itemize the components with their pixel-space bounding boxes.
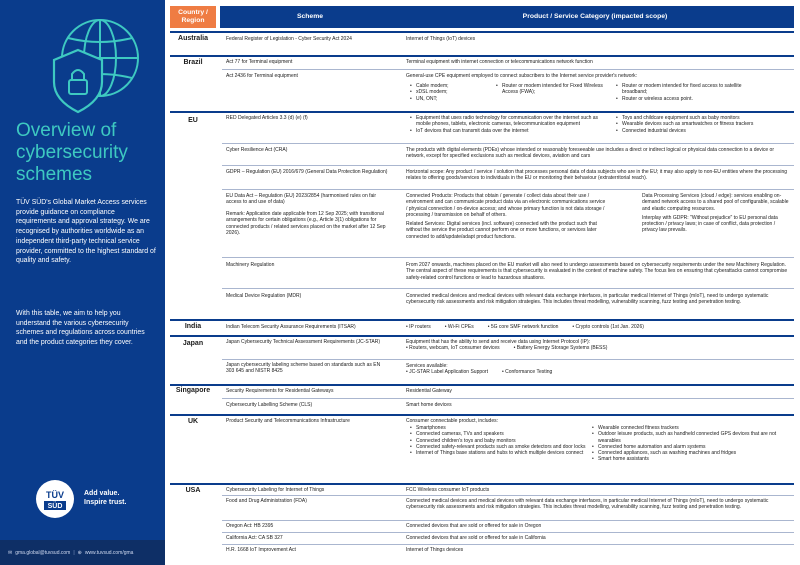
remark-cell: Remark: Application date applicable from 12 Sep 2025; with transitional arrangements for certain obligations (e.g., Article 3(1) obligations for connected products / related services placed on the market after 12 Sep 2026). [226, 211, 386, 236]
list-item: • Conformance Testing [502, 369, 552, 375]
tuv-sud-logo [36, 480, 74, 518]
product-cell: Connected devices that are sold or offered for sale in Oregon [406, 523, 542, 529]
list-item: • Crypto controls (1st Jan. 2026) [572, 324, 644, 330]
product-cell: FCC Wireless consumer IoT products [406, 487, 490, 493]
list-item: • Battery Energy Storage Systems (BESS) [514, 345, 608, 351]
row-divider [170, 319, 794, 321]
product-cell: Internet of Things (IoT) devices [406, 36, 476, 42]
sub-divider [222, 165, 794, 166]
sub-divider [222, 69, 794, 70]
scheme-cell: Japan Cybersecurity Technical Assessment Requirements (JC-STAR) [226, 339, 381, 345]
row-divider [170, 111, 794, 113]
schemes-table [170, 6, 794, 562]
country-japan: Japan [182, 340, 204, 347]
product-cell: Horizontal scope: Any product / service / solution that processes personal data of data subjects who are in the EU; it may also apply to non-EU entities where the processing relates to offering goods/services to individuals in the EU or monitoring their behaviour (extraterritorial reach). [406, 169, 788, 182]
product-cell: Terminal equipment with internet connection or telecommunications network function [406, 59, 593, 65]
list-item: • Router or modem intended for Fixed Wireless Access (FWA); [496, 83, 606, 96]
scheme-cell: Federal Register of Legislation - Cyber Security Act 2024 [226, 36, 352, 42]
list-item: • Connected industrial devices [616, 128, 792, 134]
product-cell: Smart home devices [406, 402, 452, 408]
bullet-list [496, 83, 606, 96]
scheme-cell: Medical Device Regulation (MDR) [226, 293, 302, 299]
list-item: • Outdoor leisure products, such as handheld connected GPS devices that are not wearables [592, 431, 792, 444]
scheme-cell: Cyber Resilience Act (CRA) [226, 147, 288, 153]
row-divider [170, 414, 794, 416]
page-title: Overview of cybersecurity schemes [16, 120, 128, 185]
bullet-list [592, 425, 792, 463]
scheme-cell: California Act: CA SB 327 [226, 535, 283, 541]
list-item: • IP routers [406, 324, 431, 330]
scheme-cell: GDPR – Regulation (EU) 2016/679 (General Data Protection Regulation) [226, 169, 388, 175]
scheme-cell: Indian Telecom Security Assurance Requirements (ITSAR) [226, 324, 356, 330]
bullet-list [616, 115, 792, 134]
scheme-cell: Cybersecurity Labeling for Internet of Things [226, 487, 325, 493]
scheme-cell: Machinery Regulation [226, 262, 275, 268]
list-item: • JC-STAR Label Application Support [406, 369, 488, 375]
left-panel [0, 0, 165, 565]
country-brazil: Brazil [183, 59, 203, 66]
row-divider [170, 335, 794, 337]
scheme-cell: Food and Drug Administration (FDA) [226, 498, 307, 504]
list-item: • Wearable connected fitness trackers [592, 425, 792, 431]
web-icon: ⊕ [77, 549, 82, 556]
bullet-list [616, 83, 766, 102]
table-header [170, 6, 794, 28]
help-paragraph: With this table, we aim to help you understand the various cybersecurity schemes and regulations across countries and the product categories they cover. [16, 310, 145, 347]
paragraph: Data Processing Services (cloud / edge): services enabling on-demand network access to a shared pool of configurable, scalable and elastic computing resources. [642, 193, 789, 212]
sub-divider [222, 398, 794, 399]
product-cell: Connected medical devices and medical devices with relevant data exchange interfaces, in particular medical Internet of Things (mIoT), need to undergo systematic cybersecurity risk assessments and risk mitigation strategies. This includes threat modelling, vulnerability scanning, fuzz testing and penetration testing. [406, 498, 769, 511]
scheme-cell: Act 77 for Terminal equipment [226, 59, 293, 65]
product-cell: Residential Gateway [406, 388, 452, 394]
row-divider [170, 384, 794, 386]
product-cell [406, 324, 792, 330]
tagline-line2: Inspire trust. [84, 499, 127, 506]
product-cell: Internet of Things devices [406, 547, 464, 553]
row-divider [170, 55, 794, 57]
product-cell: General-use CPE equipment employed to connect subscribers to the Internet service provider's network: [406, 73, 638, 79]
product-cell: Connected medical devices and medical devices with relevant data exchange interfaces, in particular medical Internet of Things (mIoT), need to undergo systematic cybersecurity risk assessments and risk mitigation strategies. This includes threat modelling, vulnerability scanning, fuzz testing and penetration testing. [406, 293, 769, 306]
mail-icon: ✉ [8, 549, 13, 556]
paragraph: Interplay with GDPR: "Without prejudice" to EU personal data protection / privacy laws; in case of conflict, data protection / privacy law prevails. [642, 214, 778, 234]
footer-separator: | [73, 549, 75, 556]
paragraph: Connected Products: Products that obtain / generate / collect data about their use / environment and can communicate product data via an electronic communications service / physical connection / on-device access; and whose primary function is not data storage / processing / transmission on behalf of others. [406, 193, 606, 218]
row-divider [170, 483, 794, 485]
svg-text:SÜD: SÜD [47, 503, 63, 510]
sub-divider [222, 520, 794, 521]
country-eu: EU [188, 117, 198, 124]
sub-divider [222, 532, 794, 533]
country-usa: USA [185, 487, 201, 494]
inline-list [406, 369, 792, 375]
product-intro: Consumer connectable product, includes: [406, 418, 498, 424]
sub-divider [222, 359, 794, 360]
sub-divider [222, 495, 794, 496]
product-cell: From 2027 onwards, machines placed on the EU market will also need to undergo assessments based on cybersecurity requirements under the new Machinery Regulation. The central aspect of these requirements is that cybersecurity is evaluated in the context of machine safety. The focus lies on ensuring that cyberattacks cannot compromise safety-related control functions or lead to hazardous situations. [406, 262, 788, 281]
scheme-cell: Security Requirements for Residential Gateways [226, 388, 334, 394]
intro-paragraph: TÜV SÜD's Global Market Access services provide guidance on compliance requirements and approval strategy. We are recognised by authorities worldwide as an independent third-party technical service provider, committed to the highest standard of quality and safety. [16, 199, 156, 265]
footer [0, 540, 165, 565]
scheme-cell: Act 2436 for Terminal equipment [226, 73, 298, 79]
product-cell: The products with digital elements (PDEs) whose intended or reasonably foreseeable use includes a direct or indirect logical or physical data connection to a device or network, except for specified exclusions such as medical devices, aviation and cars [406, 147, 774, 160]
bullet-list [410, 425, 590, 456]
sub-divider [222, 189, 794, 190]
list-item: • Router or wireless access point. [616, 96, 766, 102]
tagline-line1: Add value. [84, 490, 120, 497]
header-scheme: Scheme [220, 6, 400, 28]
product-cell: Connected devices that are sold or offered for sale in California [406, 535, 546, 541]
list-item: • 5G core SMF network function [488, 324, 559, 330]
footer-email[interactable]: gma.global@tuvsud.com [15, 549, 71, 556]
product-cell [406, 339, 792, 352]
sub-divider [222, 143, 794, 144]
product-cell [406, 363, 792, 376]
scheme-cell: Japan cybersecurity labeling scheme based on standards such as EN 303 645 and NISTR 8425 [226, 362, 381, 375]
sub-divider [222, 257, 794, 258]
list-item: • Connected safety-relevant products such as smoke detectors and door locks [410, 444, 590, 450]
bullet-list [410, 115, 610, 134]
list-item: • Connected children's toys and baby monitors [410, 438, 590, 444]
list-item: • Connected home automation and alarm systems [592, 444, 792, 450]
list-item: • Wearable devices such as smartwatches or fitness trackers [616, 121, 792, 127]
scheme-cell: EU Data Act – Regulation (EU) 2023/2854 (harmonised rules on fair access to and use of data) [226, 193, 377, 206]
list-item: • Routers, webcam, IoT consumer devices [406, 345, 500, 351]
scheme-cell: RED Delegated Articles 3.3 (d) (e) (f) [226, 115, 308, 121]
product-intro: Equipment that has the ability to send and receive data using Internet Protocol (IP): [406, 339, 590, 345]
list-item: • Cable modem; [410, 83, 490, 89]
list-item: • Smartphones [410, 425, 590, 431]
inline-list [406, 345, 792, 351]
scheme-cell: Oregon Act: HB 2395 [226, 523, 274, 529]
country-singapore: Singapore [175, 387, 211, 394]
product-cell [642, 193, 792, 234]
scheme-cell: Cybersecurity Labelling Scheme (CLS) [226, 402, 313, 408]
list-item: • Wi-Fi CPEs [445, 324, 474, 330]
globe-shield-icon [22, 10, 152, 120]
list-item: • Connected cameras, TVs and speakers [410, 431, 590, 437]
list-item: • Equipment that uses radio technology for communication over the internet such as mobile phones, tablets, electronic cameras, telecommunication equipment [410, 115, 610, 128]
scheme-cell: H.R. 1668 IoT Improvement Act [226, 547, 296, 553]
footer-url[interactable]: www.tuvsud.com/gma [84, 549, 134, 556]
list-item: • IoT devices that can transmit data over the internet [410, 128, 610, 134]
list-item: • Internet of Things base stations and hubs to which multiple devices connect [410, 450, 590, 456]
header-country: Country / Region [170, 6, 216, 28]
scheme-cell: Product Security and Telecommunications Infrastructure [226, 418, 350, 424]
list-item: • Router or modem intended for fixed access to satellite broadband; [616, 83, 766, 96]
list-item: • UN, ONT; [410, 96, 490, 102]
list-item: • Connected appliances, such as washing machines and fridges [592, 450, 792, 456]
bullet-list [410, 83, 490, 102]
header-product: Product / Service Category (impacted scope) [396, 6, 794, 28]
list-item: • Smart home assistants [592, 456, 792, 462]
country-australia: Australia [178, 35, 208, 42]
sub-divider [222, 288, 794, 289]
paragraph: Related Services: Digital services (incl. software) connected with the product such that without the service the product cannot perform one or more functions, or services later connected to add/update/adapt product functions. [406, 221, 597, 240]
sub-divider [222, 544, 794, 545]
country-india: India [184, 323, 202, 330]
country-uk: UK [187, 418, 199, 425]
svg-text:TÜV: TÜV [46, 490, 64, 500]
product-cell [406, 193, 606, 240]
list-item: • Toys and childcare equipment such as baby monitors [616, 115, 792, 121]
list-item: • xDSL modem; [410, 89, 490, 95]
product-intro: Services available: [406, 363, 448, 369]
row-divider [170, 31, 794, 33]
